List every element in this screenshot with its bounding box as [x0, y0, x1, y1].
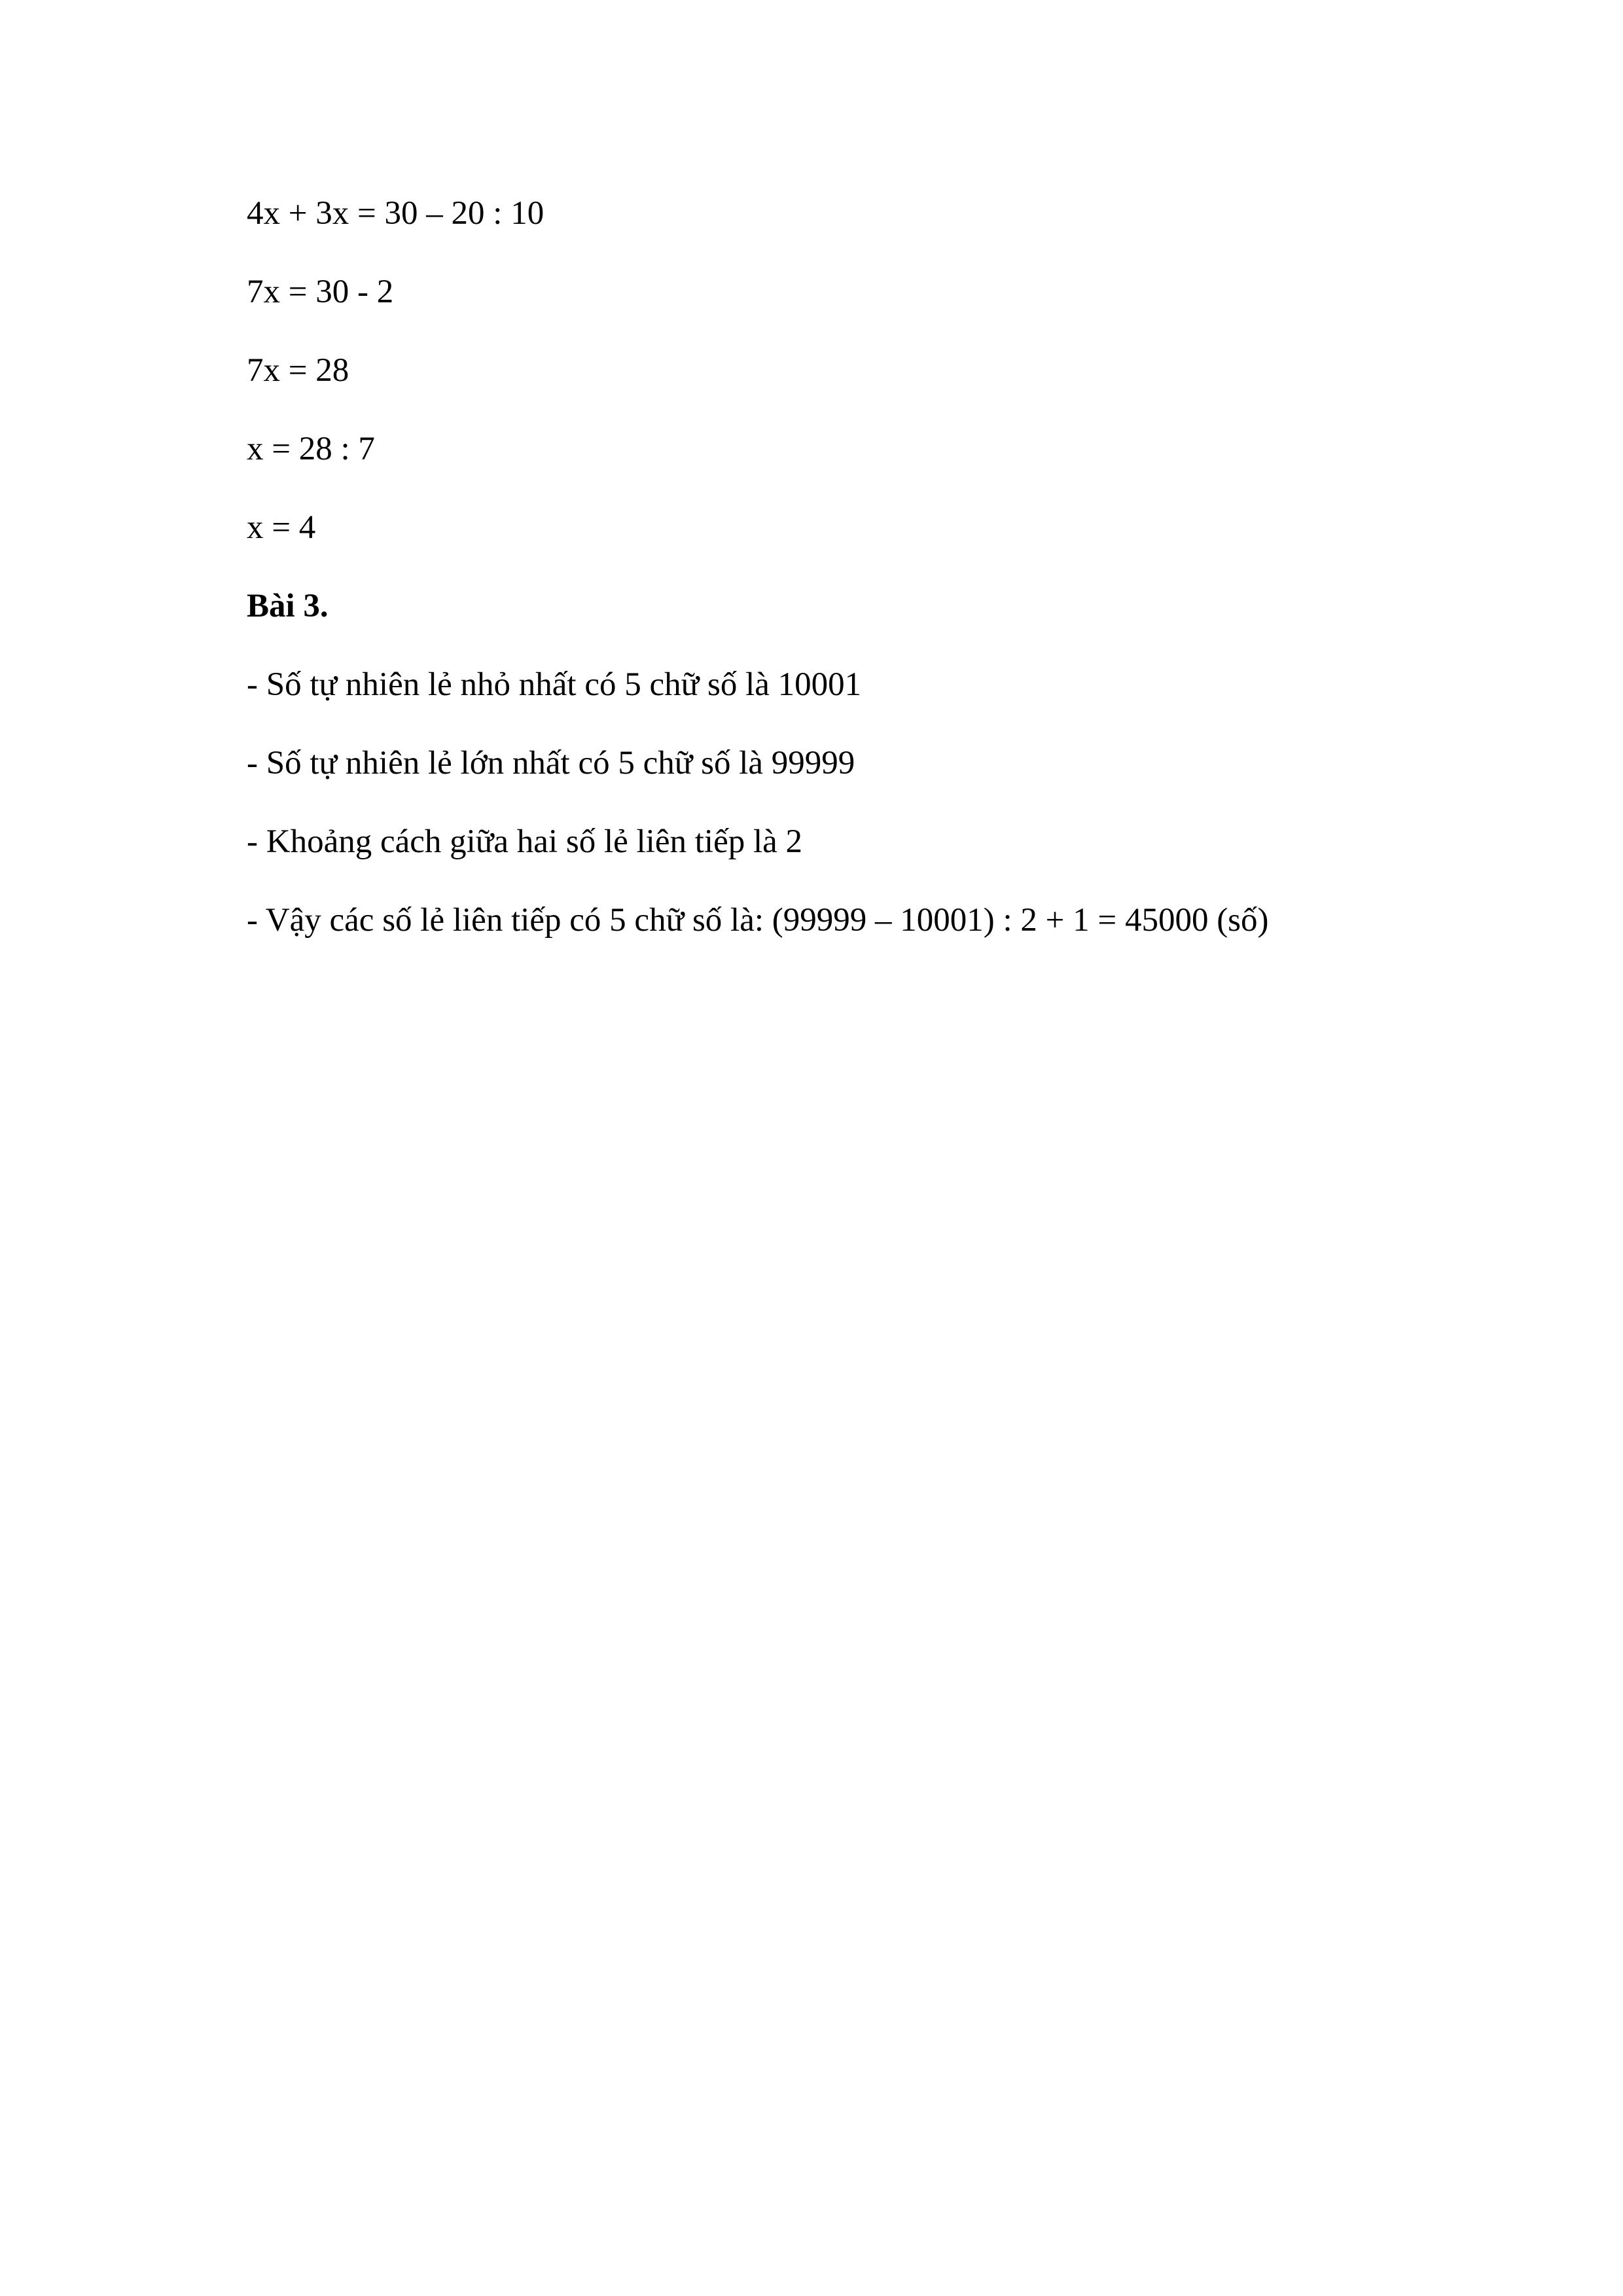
equation-line: 7x = 28 [247, 352, 349, 389]
equation-line: x = 4 [247, 509, 316, 546]
bullet-line: - Số tự nhiên lẻ lớn nhất có 5 chữ số là 99999 [247, 745, 855, 781]
section-heading: Bài 3. [247, 588, 329, 624]
bullet-line: - Vậy các số lẻ liên tiếp có 5 chữ số là: (99999 – 10001) : 2 + 1 = 45000 (số) [247, 902, 1269, 939]
equation-line: x = 28 : 7 [247, 431, 375, 467]
document-body [247, 194, 1425, 979]
equation-line: 7x = 30 - 2 [247, 274, 394, 310]
bullet-line: - Khoảng cách giữa hai số lẻ liên tiếp là 2 [247, 823, 803, 860]
bullet-line: - Số tự nhiên lẻ nhỏ nhất có 5 chữ số là 10001 [247, 666, 862, 703]
equation-line: 4x + 3x = 30 – 20 : 10 [247, 195, 544, 232]
